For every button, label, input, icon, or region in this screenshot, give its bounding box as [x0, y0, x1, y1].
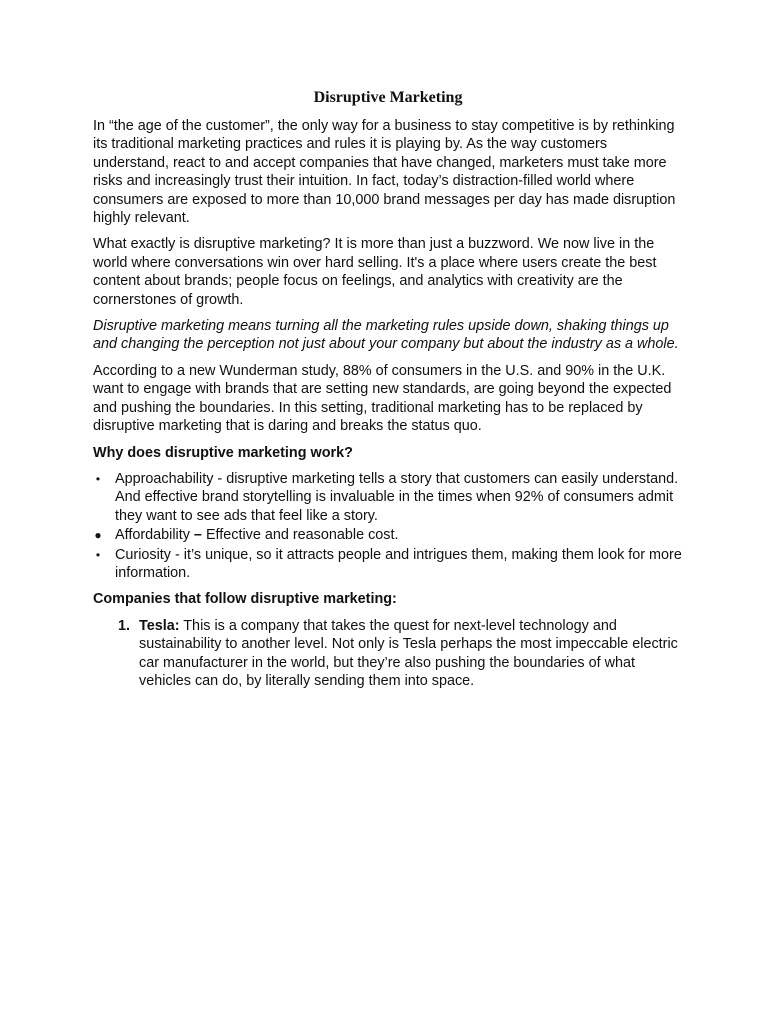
company-name: Tesla: [139, 617, 180, 634]
companies-list [93, 617, 683, 691]
list-item [93, 617, 683, 691]
reasons-list [93, 470, 683, 582]
list-item-lead: Curiosity [115, 546, 171, 563]
why-heading: Why does disruptive marketing work? [93, 444, 353, 461]
list-item [93, 546, 683, 583]
paragraph-study: According to a new Wunderman study, 88% of consumers in the U.S. and 90% in the U.K. want to engage with brands that are setting new standards, are going beyond the expected and pushing the boundaries. In this setting, traditional marketing has to be replaced by disruptive marketing that is daring and breaks the status quo. [93, 362, 672, 435]
list-item [93, 470, 683, 525]
list-item-text: Effective and reasonable cost. [205, 527, 399, 544]
document-page [93, 88, 683, 690]
bullet-icon: ● [94, 528, 102, 543]
list-item-lead: Approachability [115, 470, 214, 487]
document-title: Disruptive Marketing [313, 89, 463, 106]
companies-heading: Companies that follow disruptive marketing: [93, 591, 397, 608]
list-item [93, 526, 683, 544]
bullet-icon: • [95, 547, 101, 562]
paragraph-definition: What exactly is disruptive marketing? It is more than just a buzzword. We now live in the world where conversations win over hard selling. It's a place where users create the best content about brands; people focus on feelings, and analytics with creativity are the cornerstones of growth. [93, 236, 657, 308]
list-item-separator: – [189, 527, 206, 544]
list-item-text: - disruptive marketing tells a story that customers can easily understand. And effective brand storytelling is invaluable in the times when 92% of consumers admit they want to see ads that feel like a story. [115, 470, 679, 524]
list-item-number: 1. [118, 617, 131, 634]
list-item-lead: Affordability [115, 527, 190, 544]
paragraph-intro: In “the age of the customer”, the only way for a business to stay competitive is by rethinking its traditional marketing practices and rules it is playing by. As the way customers understand, react to and accept companies that have changed, marketers must take more risks and increasingly trust their intuition. In fact, today’s distraction-filled world where consumers are exposed to more than 10,000 brand messages per day has made disruption highly relevant. [93, 118, 676, 227]
list-item-text: - it’s unique, so it attracts people and intrigues them, making them look for more information. [115, 546, 682, 581]
bullet-icon: • [95, 471, 101, 486]
paragraph-quote: Disruptive marketing means turning all the marketing rules upside down, shaking things up and changing the perception not just about your company but about the industry as a whole. [93, 318, 679, 353]
company-description: This is a company that takes the quest for next-level technology and sustainability to another level. Not only is Tesla perhaps the most impeccable electric car manufacturer in the world, but they’re also pushing the boundaries of what vehicles can do, by literally sending them into space. [139, 617, 678, 689]
